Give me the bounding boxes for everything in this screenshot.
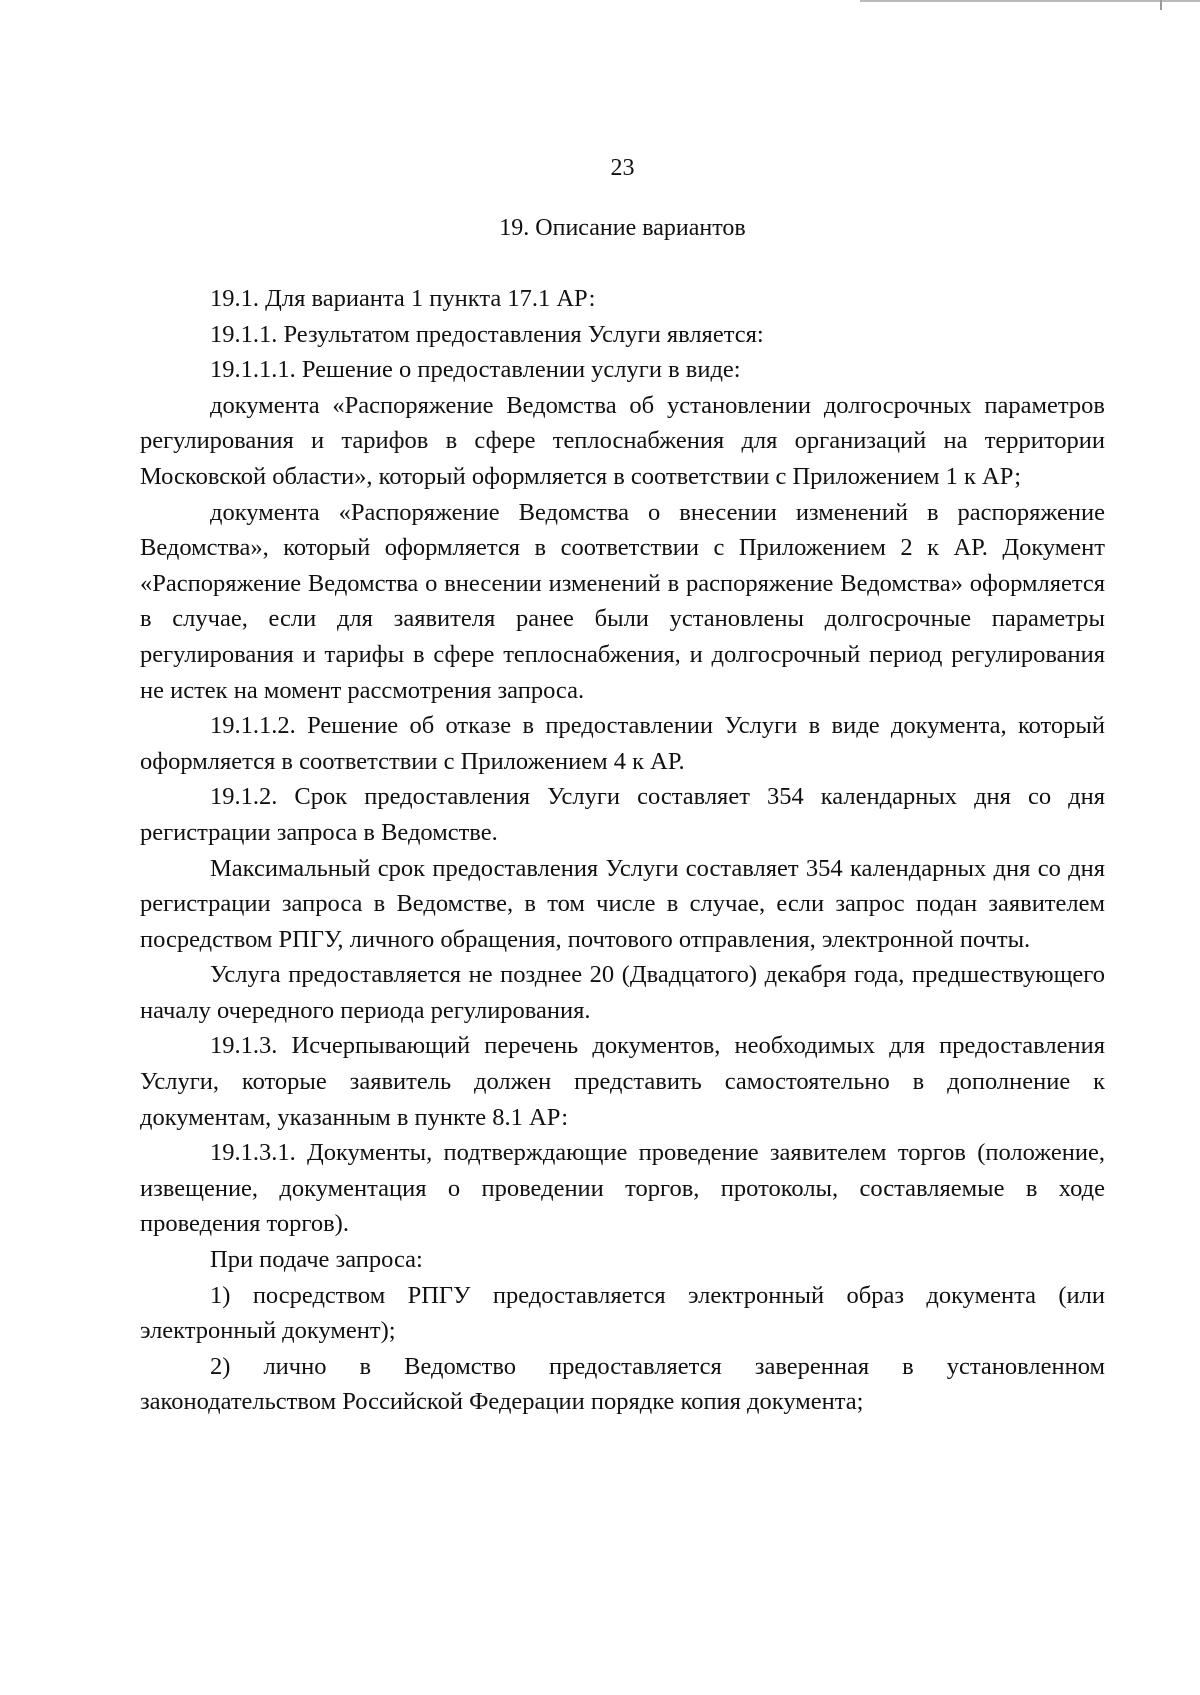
scan-edge-line	[860, 0, 1200, 2]
paragraph-19-1-3: 19.1.3. Исчерпывающий перечень документов, необходимых для предоставления Услуги, которые заявитель должен представить самостоятельно в дополнение к документам, указанным в пункте 8.1 АР:	[140, 1032, 1105, 1131]
paragraph-on-submission: При подаче запроса:	[210, 1246, 423, 1274]
paragraph-19-1-2: 19.1.2. Срок предоставления Услуги составляет 354 календарных дня со дня регистрации запроса в Ведомстве.	[140, 783, 1105, 846]
paragraph-deadline: Услуга предоставляется не позднее 20 (Двадцатого) декабря года, предшествующего началу очередного периода регулирования.	[140, 961, 1105, 1024]
paragraph-19-1-1-2: 19.1.1.2. Решение об отказе в предоставлении Услуги в виде документа, который оформляется в соответствии с Приложением 4 к АР.	[140, 712, 1105, 775]
paragraph-19-1-3-1: 19.1.3.1. Документы, подтверждающие проведение заявителем торгов (положение, извещение, документация о проведении торгов, протоколы, составляемые в ходе проведения торгов).	[140, 1139, 1105, 1238]
paragraph-19-1-1-1: 19.1.1.1. Решение о предоставлении услуги в виде:	[210, 356, 741, 384]
list-item-1-rpgu: 1) посредством РПГУ предоставляется электронный образ документа (или электронный документ);	[140, 1281, 1105, 1345]
list-item-2-in-person: 2) лично в Ведомство предоставляется заверенная в установленном законодательством Российской Федерации порядке копия документа;	[140, 1352, 1105, 1416]
document-body	[140, 281, 1105, 1420]
paragraph-19-1: 19.1. Для варианта 1 пункта 17.1 АР:	[210, 285, 596, 312]
paragraph-document-establishment: документа «Распоряжение Ведомства об установлении долгосрочных параметров регулирования и тарифов в сфере теплоснабжения для организаций на территории Московской области», который оформляется в соответствии с Приложением 1 к АР;	[140, 391, 1105, 490]
paragraph-19-1-1: 19.1.1. Результатом предоставления Услуги является:	[210, 320, 764, 348]
paragraph-document-amendment: документа «Распоряжение Ведомства о внесении изменений в распоряжение Ведомства», который оформляется в соответствии с Приложением 2 к АР. Документ «Распоряжение Ведомства о внесении изменений в распоряжение Ведомства» оформляется в случае, если для заявителя ранее были установлены долгосрочные параметры регулирования и тарифы в сфере теплоснабжения, и долгосрочный период регулирования не истек на момент рассмотрения запроса.	[140, 498, 1105, 704]
paragraph-max-term: Максимальный срок предоставления Услуги составляет 354 календарных дня со дня регистрации запроса в Ведомстве, в том числе в случае, если запрос подан заявителем посредством РПГУ, личного обращения, почтового отправления, электронной почты.	[140, 854, 1105, 953]
section-title: 19. Описание вариантов	[499, 215, 746, 241]
page-number: 23	[610, 155, 635, 181]
scan-edge-tick	[1160, 0, 1162, 10]
